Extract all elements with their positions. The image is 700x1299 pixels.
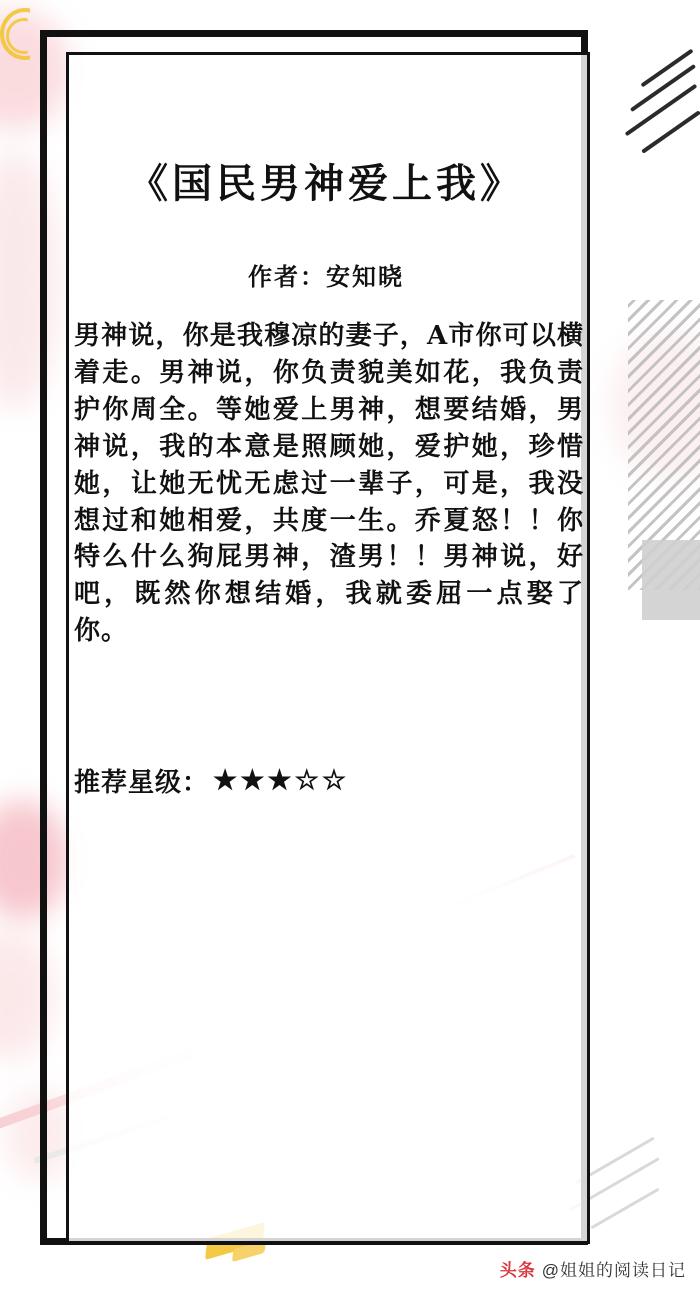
footer-watermark	[0, 1247, 700, 1289]
yellow-arc-shape	[6, 18, 42, 54]
platform-brand-label: 头条	[499, 1260, 536, 1280]
book-title: 《国民男神爱上我》	[128, 160, 524, 207]
book-card-content	[46, 52, 606, 1242]
pink-blob	[610, 330, 700, 480]
rating-row	[74, 762, 586, 799]
hatched-block	[628, 300, 700, 590]
diagonal-lines-top-right	[602, 60, 692, 150]
book-author: 作者：安知晓	[248, 262, 404, 291]
book-summary: 男神说，你是我穆凉的妻子，A市你可以横着走。男神说，你负责貌美如花，我负责护你周全。等她爱上男神，想要结婚，男神说，我的本意是照顾她，爱护她，珍惜她，让她无忧无虑过一辈子，可是，我没想过和她相爱，共度一生。乔夏怒！！你特么什么狗屁男神，渣男！！男神说，好吧，既然你想结婚，我就委屈一点娶了你。	[74, 321, 584, 647]
grey-block	[642, 540, 700, 620]
rating-stars: ★★★☆☆	[213, 765, 350, 797]
rating-label: 推荐星级：	[74, 768, 210, 799]
account-name-label: @姐姐的阅读日记	[541, 1260, 686, 1280]
